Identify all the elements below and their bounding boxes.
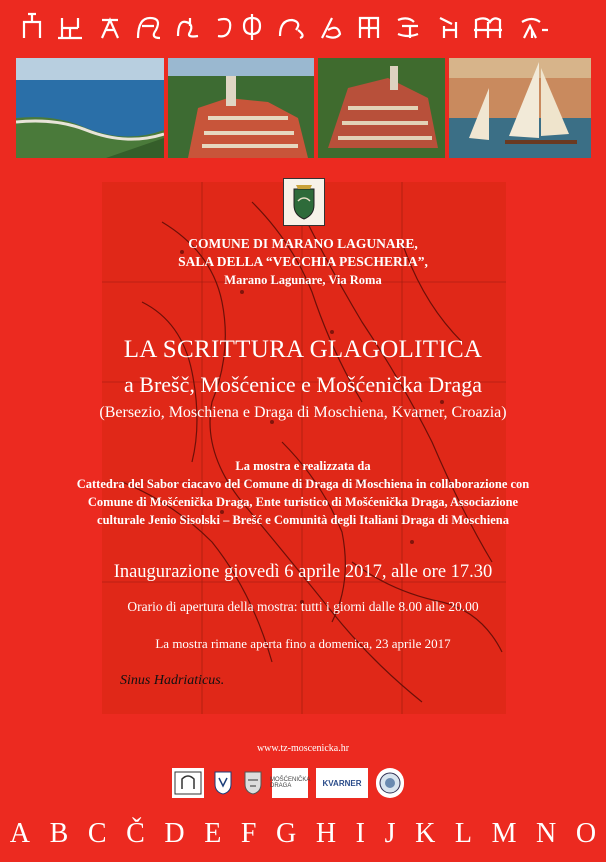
glagolitic-letters-row xyxy=(0,8,606,44)
photo-old-town xyxy=(168,58,314,158)
photo-coastline xyxy=(16,58,164,158)
alphabet-letter: H xyxy=(315,818,337,849)
alphabet-letter: O xyxy=(575,818,597,849)
sponsor-logos xyxy=(172,764,442,802)
alphabet-letter: D xyxy=(164,818,185,849)
sponsor-logo-1 xyxy=(172,768,204,798)
page-subtitle-localities: (Bersezio, Moschiena e Draga di Moschiena, Kvarner, Croazia) xyxy=(99,404,507,421)
alphabet-letter: N xyxy=(536,818,557,849)
map-label-sinus: Sinus Hadriaticus. xyxy=(120,673,225,688)
mostra-line-1: Cattedra del Sabor ciacavo del Comune di Draga di Moschiena in collaborazione con xyxy=(76,477,530,491)
header-comune: COMUNE DI MARANO LAGUNARE, xyxy=(188,236,418,251)
alphabet-letter: Č xyxy=(126,818,145,849)
photo-village-aerial xyxy=(318,58,445,158)
sponsor-shield-2 xyxy=(242,768,264,798)
sponsor-logo-draga: MOŠĆENIČKA DRAGA xyxy=(272,768,308,798)
website-link[interactable]: www.tz-moscenicka.hr xyxy=(256,743,350,754)
header-sala: SALA DELLA “VECCHIA PESCHERIA”, xyxy=(178,254,428,269)
photo-sailboats xyxy=(449,58,591,158)
mostra-line-3: culturale Jenio Sisolski – Brešć e Comunità degli Italiani Draga di Moschiena xyxy=(97,513,509,527)
alphabet-letter: I xyxy=(355,818,365,849)
latin-alphabet-row xyxy=(0,818,606,850)
alphabet-letter: G xyxy=(276,818,297,849)
sponsor-seal xyxy=(376,768,404,798)
page-subtitle: a Brešč, Mošćenice e Mošćenička Draga xyxy=(124,372,482,397)
alphabet-letter: E xyxy=(204,818,222,849)
orario-text: Orario di apertura della mostra: tutti i giorni dalle 8.00 alle 20.00 xyxy=(127,599,479,614)
coat-of-arms xyxy=(283,178,325,226)
glagolitic-glyphs xyxy=(18,8,588,44)
alphabet-letter: A xyxy=(9,818,31,849)
alphabet-letter: L xyxy=(454,818,472,849)
page-title: LA SCRITTURA GLAGOLITICA xyxy=(123,336,483,363)
closing-date-text: La mostra rimane aperta fino a domenica, 23 aprile 2017 xyxy=(155,636,451,651)
mostra-intro: La mostra e realizzata da xyxy=(235,459,371,473)
mostra-line-2: Comune di Mošćenička Draga, Ente turistico di Mošćenička Draga, Associazione xyxy=(87,495,519,509)
alphabet-letter: K xyxy=(415,818,436,849)
sponsor-shield-1 xyxy=(212,768,234,798)
alphabet-letter: C xyxy=(87,818,107,849)
header-address: Marano Lagunare, Via Roma xyxy=(224,273,382,287)
alphabet-letter: J xyxy=(384,818,396,849)
alphabet-letter: M xyxy=(491,818,517,849)
inaugurazione-text: Inaugurazione giovedì 6 aprile 2017, alle ore 17.30 xyxy=(113,562,493,582)
sponsor-logo-kvarner: KVARNER xyxy=(316,768,368,798)
photo-strip xyxy=(16,58,591,158)
alphabet-letter: B xyxy=(49,818,69,849)
alphabet-letter: F xyxy=(240,818,257,849)
